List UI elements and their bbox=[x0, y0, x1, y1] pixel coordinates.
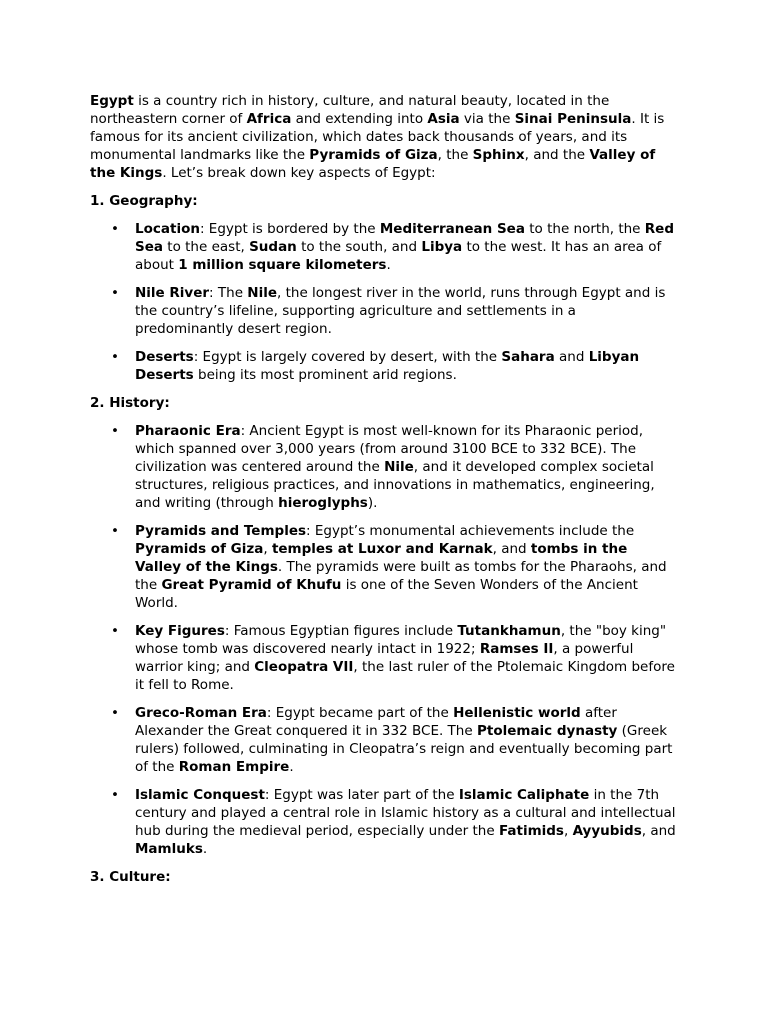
section-heading: 1. Geography: bbox=[90, 193, 198, 209]
text-run: : Famous Egyptian figures include bbox=[224, 623, 458, 639]
bullet-item bbox=[90, 348, 676, 384]
bold-term: Location bbox=[135, 221, 200, 237]
text-run: and extending into bbox=[291, 111, 428, 127]
text-run: . bbox=[202, 841, 208, 857]
bold-term: Ramses II bbox=[479, 641, 554, 657]
bullet-list bbox=[90, 220, 676, 384]
text-run: : Egypt’s monumental achievements include the bbox=[306, 523, 635, 539]
text-run: to the south, and bbox=[296, 239, 422, 255]
text-run: to the west. It has an area of about bbox=[135, 239, 662, 273]
text-run: : Egypt was later part of the bbox=[264, 787, 459, 803]
bold-term: Nile bbox=[247, 285, 278, 301]
text-run: , and bbox=[492, 541, 531, 557]
bold-term: Libyan Deserts bbox=[135, 349, 640, 383]
bold-term: Greco-Roman Era bbox=[135, 705, 267, 721]
text-run: , the last ruler of the Ptolemaic Kingdom before it fell to Rome. bbox=[135, 659, 675, 693]
bold-term: Mediterranean Sea bbox=[379, 221, 525, 237]
text-run: in the 7th century and played a central role in Islamic history as a cultural and intellectual hub during the medieval period, especially under the bbox=[135, 787, 676, 839]
bullet-item bbox=[90, 786, 676, 858]
bold-term: Pharaonic Era bbox=[135, 423, 241, 439]
bold-term: tombs in the Valley of the Kings bbox=[135, 541, 628, 575]
text-run: to the east, bbox=[163, 239, 250, 255]
text-run: , the bbox=[437, 147, 473, 163]
document-sections bbox=[90, 192, 676, 886]
text-run: to the north, the bbox=[524, 221, 645, 237]
bullet-list bbox=[90, 422, 676, 858]
text-run: is one of the Seven Wonders of the Ancient World. bbox=[135, 577, 638, 611]
bold-term: Asia bbox=[427, 111, 460, 127]
text-run: being its most prominent arid regions. bbox=[193, 367, 457, 383]
bold-term: Nile bbox=[384, 459, 414, 475]
text-run: . It is famous for its ancient civilization, which dates back thousands of years, and its monumental landmarks like the bbox=[90, 111, 665, 163]
bold-term: Islamic Caliphate bbox=[458, 787, 590, 803]
section-heading: 3. Culture: bbox=[90, 869, 171, 885]
bold-term: Valley of the Kings bbox=[90, 147, 656, 181]
text-run: , and the bbox=[524, 147, 590, 163]
bullet-item bbox=[90, 622, 676, 694]
text-run: , a powerful warrior king; and bbox=[135, 641, 634, 675]
bold-term: 1 million square kilometers bbox=[178, 257, 387, 273]
bullet-item bbox=[90, 704, 676, 776]
bold-term: Pyramids of Giza bbox=[309, 147, 438, 163]
bold-term: Pyramids of Giza bbox=[135, 541, 264, 557]
text-run: and bbox=[554, 349, 589, 365]
bold-term: Ayyubids bbox=[572, 823, 642, 839]
bold-term: Libya bbox=[421, 239, 463, 255]
bold-term: Fatimids bbox=[498, 823, 564, 839]
text-run: via the bbox=[459, 111, 515, 127]
intro-paragraph bbox=[90, 92, 676, 182]
bold-term: temples at Luxor and Karnak bbox=[271, 541, 493, 557]
bold-term: Islamic Conquest bbox=[135, 787, 265, 803]
bold-term: Mamluks bbox=[135, 841, 203, 857]
text-run: . bbox=[289, 759, 294, 775]
text-run: is a country rich in history, culture, and natural beauty, located in the northeastern corner of bbox=[90, 93, 610, 127]
text-run: (Greek rulers) followed, culminating in Cleopatra’s reign and eventually becoming part of the bbox=[135, 723, 673, 775]
bold-term: Ptolemaic dynasty bbox=[476, 723, 618, 739]
bold-term: Nile River bbox=[135, 285, 210, 301]
bold-term: Sinai Peninsula bbox=[514, 111, 632, 127]
bullet-item bbox=[90, 284, 676, 338]
text-run: . Let’s break down key aspects of Egypt: bbox=[162, 165, 436, 181]
text-run: , bbox=[263, 541, 272, 557]
section-heading: 2. History: bbox=[90, 395, 170, 411]
bold-term: Great Pyramid of Khufu bbox=[161, 577, 342, 593]
text-run: , bbox=[563, 823, 573, 839]
text-run: : Egypt is bordered by the bbox=[199, 221, 380, 237]
text-run: , and it developed complex societal structures, religious practices, and innovations in mathematics, engineering, and writing (through bbox=[135, 459, 655, 511]
text-run: : Egypt is largely covered by desert, with the bbox=[193, 349, 502, 365]
document-page bbox=[90, 92, 676, 896]
bold-term: Sphinx bbox=[472, 147, 525, 163]
text-run: , and bbox=[641, 823, 676, 839]
bold-term: Tutankhamun bbox=[457, 623, 561, 639]
bold-term: Deserts bbox=[135, 349, 194, 365]
bold-term: Key Figures bbox=[135, 623, 225, 639]
text-run: , the "boy king" whose tomb was discovered nearly intact in 1922; bbox=[135, 623, 667, 657]
bold-term: Hellenistic world bbox=[453, 705, 581, 721]
bullet-item bbox=[90, 522, 676, 612]
bold-term: Cleopatra VII bbox=[254, 659, 354, 675]
text-run: . bbox=[386, 257, 391, 273]
bold-term: Roman Empire bbox=[178, 759, 290, 775]
bold-term: Egypt bbox=[90, 93, 134, 109]
text-run: ). bbox=[367, 495, 378, 511]
text-run: : Egypt became part of the bbox=[266, 705, 454, 721]
bold-term: Pyramids and Temples bbox=[135, 523, 307, 539]
bullet-item bbox=[90, 220, 676, 274]
bold-term: Sahara bbox=[501, 349, 555, 365]
bold-term: Red Sea bbox=[135, 221, 674, 255]
text-run: : Ancient Egypt is most well-known for its Pharaonic period, which spanned over 3,000 years (from around 3100 BCE to 332 BCE). The civilization was centered around the bbox=[135, 423, 644, 475]
bold-term: Sudan bbox=[249, 239, 297, 255]
text-run: . The pyramids were built as tombs for the Pharaohs, and the bbox=[135, 559, 667, 593]
bold-term: Africa bbox=[246, 111, 292, 127]
text-run: , the longest river in the world, runs through Egypt and is the country’s lifeline, supporting agriculture and settlements in a predominantly desert region. bbox=[135, 285, 666, 337]
bold-term: hieroglyphs bbox=[278, 495, 368, 511]
text-run: after Alexander the Great conquered it in 332 BCE. The bbox=[135, 705, 617, 739]
bullet-item bbox=[90, 422, 676, 512]
text-run: : The bbox=[209, 285, 248, 301]
